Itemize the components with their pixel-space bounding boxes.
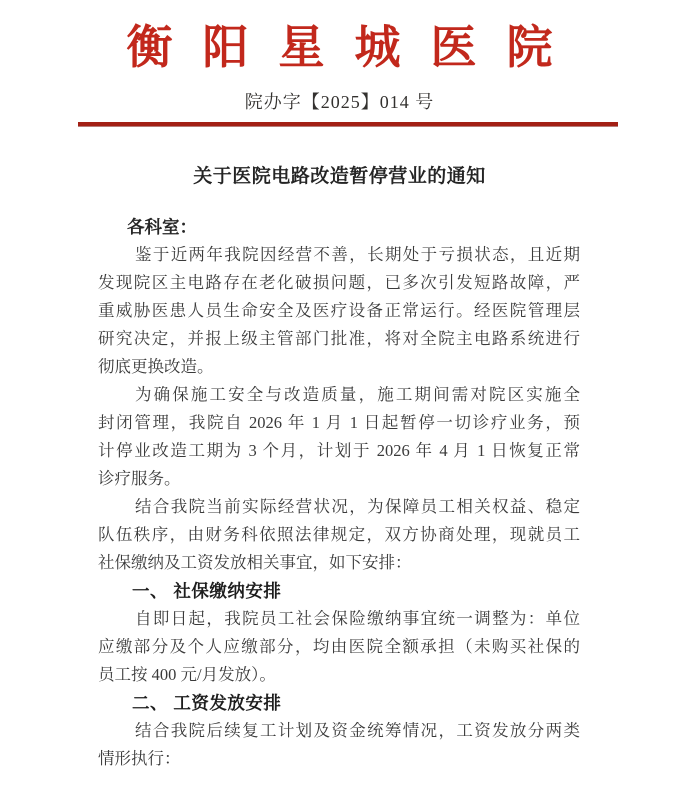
notice-title: 关于医院电路改造暂停营业的通知: [193, 166, 486, 187]
hospital-name-title: 衡阳星城医院: [126, 22, 583, 73]
document-line: 计停业改造工期为 3 个月，计划于 2026 年 4 月 1 日恢复正常: [98, 441, 580, 460]
document-line: 情形执行：: [98, 749, 181, 768]
section-heading: 一、 社保缴纳安排: [132, 581, 282, 601]
document-line: 社保缴纳及工资发放相关事宜，如下安排：: [98, 553, 412, 572]
document-line: 重威胁医患人员生命安全及医疗设备正常运行。经医院管理层: [98, 301, 580, 320]
document-line: 研究决定，并报上级主管部门批准，将对全院主电路系统进行: [98, 329, 580, 348]
document-line: 结合我院当前实际经营状况，为保障员工相关权益、稳定: [135, 497, 580, 516]
document-line: 诊疗服务。: [98, 469, 181, 488]
red-divider-rule: [78, 122, 618, 126]
section-heading: 二、 工资发放安排: [132, 693, 282, 713]
document-line: 员工按 400 元/月发放）。: [98, 665, 276, 684]
document-line: 封闭管理，我院自 2026 年 1 月 1 日起暂停一切诊疗业务，预: [98, 413, 580, 432]
document-body: [98, 213, 580, 773]
document-line: 鉴于近两年我院因经营不善，长期处于亏损状态，且近期: [135, 245, 580, 264]
document-line: 发现院区主电路存在老化破损问题，已多次引发短路故障，严: [98, 273, 580, 292]
document-line: 自即日起，我院员工社会保险缴纳事宜统一调整为：单位: [135, 609, 580, 628]
document-line: 应缴部分及个人应缴部分，均由医院全额承担（未购买社保的: [98, 637, 580, 656]
document-number: 院办字【2025】014 号: [244, 92, 435, 112]
salutation-line: 各科室：: [127, 217, 197, 237]
document-line: 结合我院后续复工计划及资金统筹情况，工资发放分两类: [135, 721, 580, 740]
document-line: 为确保施工安全与改造质量，施工期间需对院区实施全: [135, 385, 580, 404]
document-line: 队伍秩序，由财务科依照法律规定，双方协商处理，现就员工: [98, 525, 580, 544]
document-line: 彻底更换改造。: [98, 357, 214, 376]
